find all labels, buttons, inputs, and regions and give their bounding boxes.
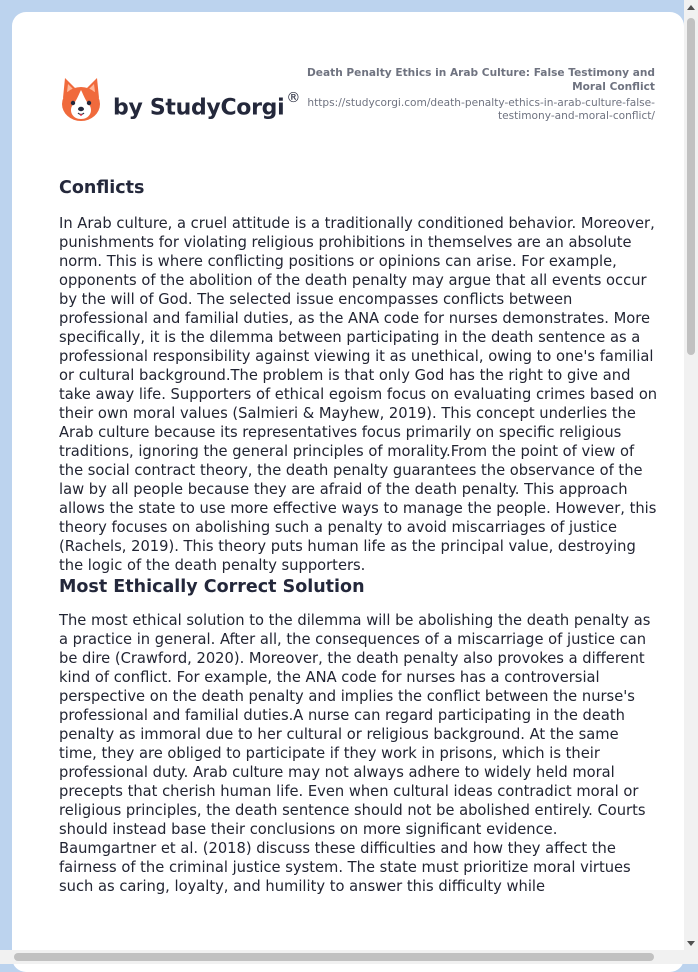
brand-name: by StudyCorgi ® [113,90,301,121]
section-heading-solution: Most Ethically Correct Solution [59,577,365,597]
vertical-scroll-thumb[interactable] [687,18,695,355]
section-paragraph-solution: The most ethical solution to the dilemma will be abolishing the death penalty as a practice in general. After all, the consequences of a miscarriage of justice can be dire (Crawford, 2020). Moreover, the death penalty also provokes a different kind of conflict. For example, the ANA code for nurses has a controversial perspective on the death penalty and implies the conflict between the nurse's professional and familial duties.A nurse can regard participating in the death penalty as immoral due to her cultural or religious background. At the same time, they are obliged to participate if they work in prisons, which is their professional duty. Arab culture may not always adhere to widely held moral precepts that cherish human life. Even when cultural ideas contradict moral or religious principles, the death sentence should not be abolished entirely. Courts should instead base their conclusions on more significant evidence. Baumgartner et al. (2018) discuss these difficulties and how they affect the fairness of the criminal justice system. The state must prioritize moral virtues such as caring, loyalty, and humility to answer this difficulty while [59,612,651,895]
horizontal-scroll-thumb[interactable] [14,953,654,961]
section-paragraph-conflicts: In Arab culture, a cruel attitude is a traditionally conditioned behavior. Moreover, punishments for violating religious prohibitions in themselves are an absolute norm. This is where conflicting positions or opinions can arise. For example, opponents of the abolition of the death penalty may argue that all events occur by the will of God. The selected issue encompasses conflicts between professional and familial duties, as the ANA code for nurses demonstrates. More specifically, it is the dilemma between participating in the death sentence as a professional responsibility against viewing it as unethical, owing to one's familial or cultural background.The problem is that only God has the right to give and take away life. Supporters of ethical egoism focus on evaluating crimes based on their own moral values (Salmieri & Mayhew, 2019). This concept underlies the Arab culture because its representatives focus primarily on specific religious traditions, ignoring the general principles of morality.From the point of view of the social contract theory, the death penalty guarantees the observance of the law by all people because they are afraid of the death penalty. This approach allows the state to use more effective ways to manage the people. However, this theory focuses on abolishing such a penalty to avoid miscarriages of justice (Rachels, 2019). This theory puts human life as the principal value, destroying the logic of the death penalty supporters. [59,215,658,574]
corgi-icon [59,76,103,124]
registered-mark: ® [286,90,301,106]
section-heading-conflicts: Conflicts [59,178,145,198]
vertical-scrollbar[interactable] [684,0,698,964]
document-page [12,12,684,972]
document-title: Death Penalty Ethics in Arab Culture: False Testimony and Moral Conflict [307,67,655,93]
scroll-up-arrow-icon[interactable] [687,5,695,10]
document-url[interactable]: https://studycorgi.com/death-penalty-ethics-in-arab-culture-false-testimony-and-moral-conflict/ [307,97,655,122]
article-body [59,177,659,896]
horizontal-scrollbar[interactable] [0,950,684,964]
scroll-down-arrow-icon[interactable] [687,941,695,946]
